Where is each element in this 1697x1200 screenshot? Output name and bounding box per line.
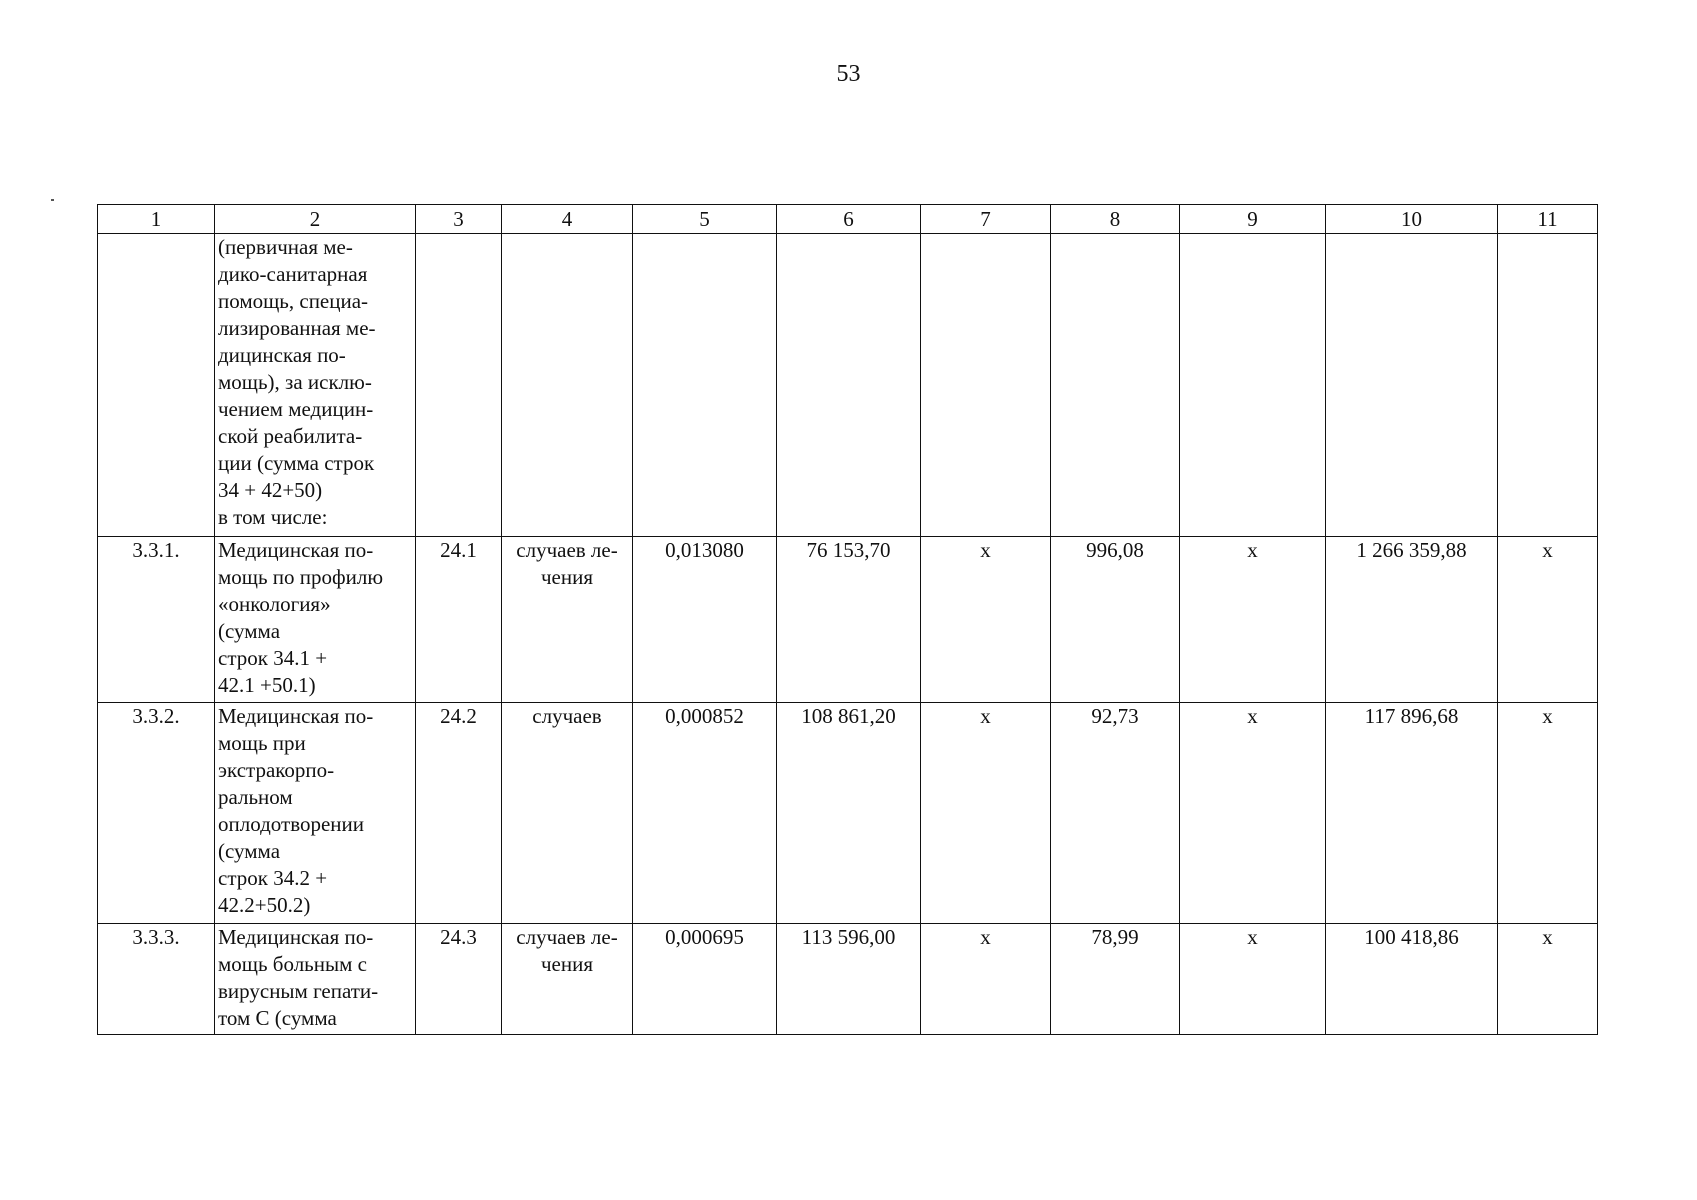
column-header: 6 xyxy=(777,205,921,234)
row-description: Медицинская по- мощь при экстракорпо- ральном оплодотворении (сумма строк 34.2 + 42.2+50.2) xyxy=(215,703,416,924)
column-header: 2 xyxy=(215,205,416,234)
column-header: 11 xyxy=(1498,205,1598,234)
row-cell-6: 108 861,20 xyxy=(777,703,921,924)
column-header: 8 xyxy=(1051,205,1180,234)
row-unit: случаев xyxy=(502,703,633,924)
row-description: Медицинская по- мощь по профилю «онкология» (сумма строк 34.1 + 42.1 +50.1) xyxy=(215,537,416,703)
row-cell-11: х xyxy=(1498,537,1598,703)
row-cell-5: 0,013080 xyxy=(633,537,777,703)
row-cell-7: х xyxy=(921,537,1051,703)
row-cell-6 xyxy=(777,234,921,537)
row-description: (первичная ме- дико-санитарная помощь, специа- лизированная ме- дицинская по- мощь), за исклю- чением медицин- ской реабилита- ции (сумма строк 34 + 42+50) в том числе: xyxy=(215,234,416,537)
column-header: 9 xyxy=(1180,205,1326,234)
row-cell-10: 1 266 359,88 xyxy=(1326,537,1498,703)
column-header: 10 xyxy=(1326,205,1498,234)
row-cell-9: х xyxy=(1180,537,1326,703)
page-number: 53 xyxy=(836,61,861,87)
row-cell-9 xyxy=(1180,234,1326,537)
row-cell-8: 92,73 xyxy=(1051,703,1180,924)
column-header: 7 xyxy=(921,205,1051,234)
row-cell-8: 996,08 xyxy=(1051,537,1180,703)
row-cell-11 xyxy=(1498,234,1598,537)
row-cell-11: х xyxy=(1498,703,1598,924)
row-cell-7 xyxy=(921,234,1051,537)
row-cell-5: 0,000695 xyxy=(633,924,777,1035)
data-table xyxy=(97,204,1598,1035)
row-cell-10 xyxy=(1326,234,1498,537)
row-cell-11: х xyxy=(1498,924,1598,1035)
table-row xyxy=(98,537,1598,703)
row-cell-9: х xyxy=(1180,924,1326,1035)
row-cell-6: 76 153,70 xyxy=(777,537,921,703)
row-cell-7: х xyxy=(921,924,1051,1035)
row-cell-9: х xyxy=(1180,703,1326,924)
row-line-number: 24.2 xyxy=(416,703,502,924)
column-header: 5 xyxy=(633,205,777,234)
column-header: 1 xyxy=(98,205,215,234)
row-cell-5 xyxy=(633,234,777,537)
row-cell-5: 0,000852 xyxy=(633,703,777,924)
row-id: 3.3.2. xyxy=(98,703,215,924)
row-cell-10: 100 418,86 xyxy=(1326,924,1498,1035)
row-id: 3.3.3. xyxy=(98,924,215,1035)
row-unit: случаев ле- чения xyxy=(502,537,633,703)
row-id: 3.3.1. xyxy=(98,537,215,703)
row-unit xyxy=(502,234,633,537)
row-line-number: 24.1 xyxy=(416,537,502,703)
column-header: 3 xyxy=(416,205,502,234)
row-id xyxy=(98,234,215,537)
row-line-number: 24.3 xyxy=(416,924,502,1035)
column-number-row xyxy=(98,205,1598,234)
scan-dot xyxy=(51,199,54,201)
row-cell-8: 78,99 xyxy=(1051,924,1180,1035)
row-cell-7: х xyxy=(921,703,1051,924)
row-cell-6: 113 596,00 xyxy=(777,924,921,1035)
row-description: Медицинская по- мощь больным с вирусным гепати- том С (сумма xyxy=(215,924,416,1035)
row-line-number xyxy=(416,234,502,537)
table-row xyxy=(98,924,1598,1035)
row-cell-8 xyxy=(1051,234,1180,537)
table-row xyxy=(98,703,1598,924)
column-header: 4 xyxy=(502,205,633,234)
table-row xyxy=(98,234,1598,537)
row-cell-10: 117 896,68 xyxy=(1326,703,1498,924)
row-unit: случаев ле- чения xyxy=(502,924,633,1035)
